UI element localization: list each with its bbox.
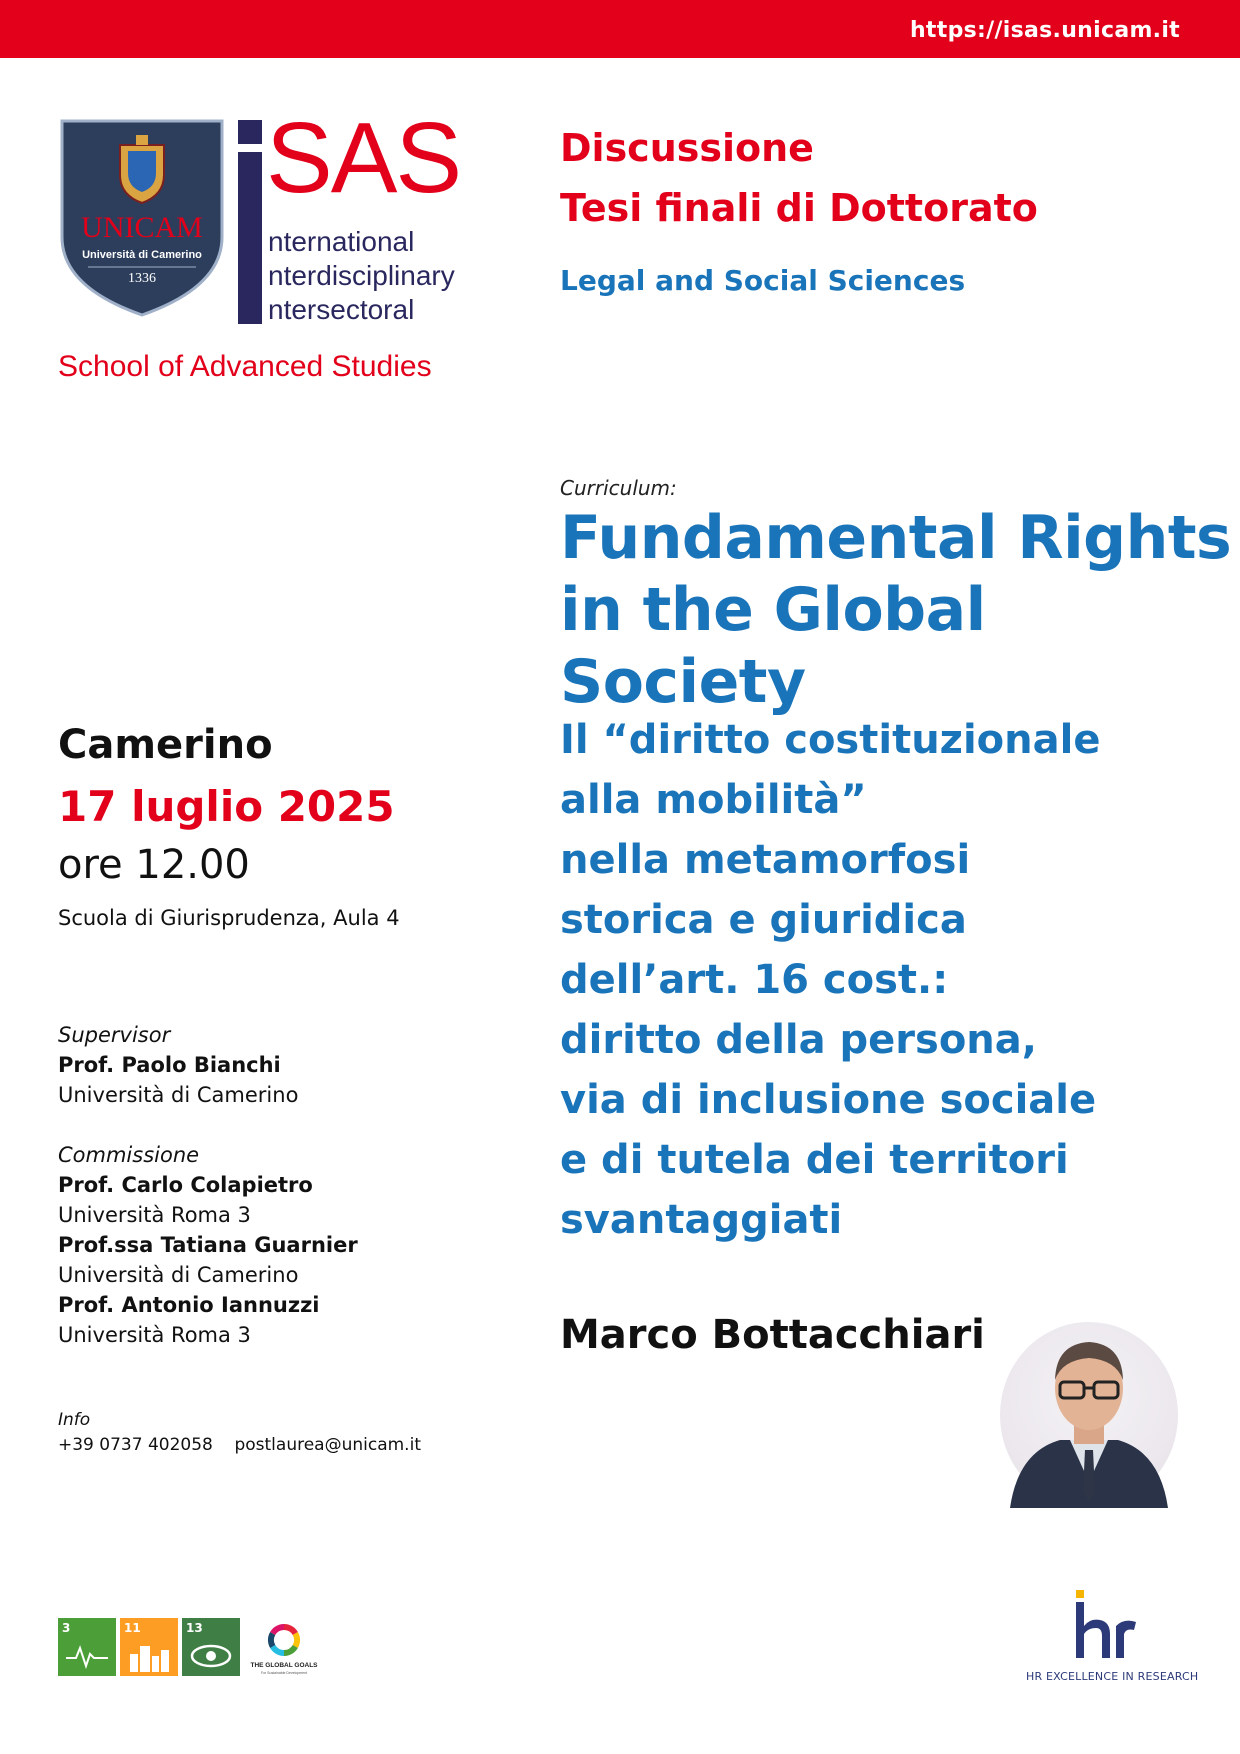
research-area: Legal and Social Sciences: [560, 264, 966, 297]
thesis-line: alla mobilità”: [560, 777, 867, 823]
info-email[interactable]: postlaurea@unicam.it: [234, 1435, 421, 1455]
isas-line-international: nternational: [268, 226, 415, 257]
candidate-photo: [1000, 1322, 1178, 1508]
commission-member-name: Prof. Carlo Colapietro: [58, 1173, 313, 1197]
info-section: [58, 1408, 421, 1458]
thesis-line: via di inclusione sociale: [560, 1077, 1097, 1123]
crest-icon: [120, 135, 164, 203]
unicam-wordmark: UNICAM: [81, 211, 203, 244]
event-heading: [560, 118, 1038, 238]
event-city: Camerino: [58, 722, 273, 768]
isas-line-interdisciplinary: nterdisciplinary: [268, 260, 455, 291]
isas-line-intersectoral: ntersectoral: [268, 294, 415, 325]
website-link[interactable]: https://isas.unicam.it: [909, 18, 1180, 43]
school-name: School of Advanced Studies: [58, 350, 432, 383]
heading-line-2: Tesi finali di Dottorato: [560, 186, 1038, 230]
heading-line-1: Discussione: [560, 126, 814, 170]
top-banner: [0, 0, 1240, 58]
sdg-11-icon: 11: [120, 1618, 178, 1676]
event-date: 17 luglio 2025: [58, 782, 395, 831]
info-label: Info: [58, 1410, 91, 1430]
thesis-line: storica e giuridica: [560, 897, 967, 943]
hr-excellence-text: HR EXCELLENCE IN RESEARCH: [1026, 1670, 1199, 1683]
global-goals-subtext: For Sustainable Development: [260, 1671, 308, 1675]
curriculum-title: [560, 502, 1240, 718]
portrait-illustration: [1000, 1322, 1178, 1508]
global-goals-logo: [250, 1618, 318, 1678]
global-goals-text: THE GLOBAL GOALS: [250, 1662, 318, 1669]
sdg-3-icon: 3: [58, 1618, 116, 1676]
thesis-line: svantaggiati: [560, 1197, 843, 1243]
sdg-13-icon: 13: [182, 1618, 240, 1676]
commission-member-affiliation: Università di Camerino: [58, 1263, 299, 1287]
supervisor-affiliation: Università di Camerino: [58, 1083, 299, 1107]
thesis-line: e di tutela dei territori: [560, 1137, 1069, 1183]
commission-member-affiliation: Università Roma 3: [58, 1323, 251, 1347]
curriculum-label: Curriculum:: [560, 476, 677, 500]
unicam-year: 1336: [128, 271, 156, 286]
unicam-fullname: Università di Camerino: [82, 249, 202, 261]
commission-member-name: Prof. Antonio Iannuzzi: [58, 1293, 320, 1317]
thesis-title: [560, 710, 1100, 1250]
isas-wordmark: SAS: [266, 102, 461, 214]
info-phone[interactable]: +39 0737 402058: [58, 1435, 213, 1455]
supervisor-label: Supervisor: [58, 1023, 171, 1047]
unicam-shield-logo: [58, 117, 226, 319]
curriculum-line-2: in the Global Society: [560, 575, 986, 717]
isas-i-stem: [238, 152, 262, 324]
supervisor-name: Prof. Paolo Bianchi: [58, 1053, 281, 1077]
commission-label: Commissione: [58, 1143, 200, 1167]
event-venue: Scuola di Giurisprudenza, Aula 4: [58, 906, 400, 930]
thesis-line: dell’art. 16 cost.:: [560, 957, 949, 1003]
isas-i-dot: [238, 120, 262, 144]
thesis-line: nella metamorfosi: [560, 837, 971, 883]
commission-member-affiliation: Università Roma 3: [58, 1203, 251, 1227]
commission-member-name: Prof.ssa Tatiana Guarnier: [58, 1233, 358, 1257]
committee-section: [58, 1020, 358, 1350]
event-time: ore 12.00: [58, 842, 250, 888]
candidate-name: Marco Bottacchiari: [560, 1312, 985, 1358]
thesis-line: diritto della persona,: [560, 1017, 1037, 1063]
curriculum-line-1: Fundamental Rights: [560, 503, 1232, 573]
thesis-line: Il “diritto costituzionale: [560, 717, 1101, 763]
